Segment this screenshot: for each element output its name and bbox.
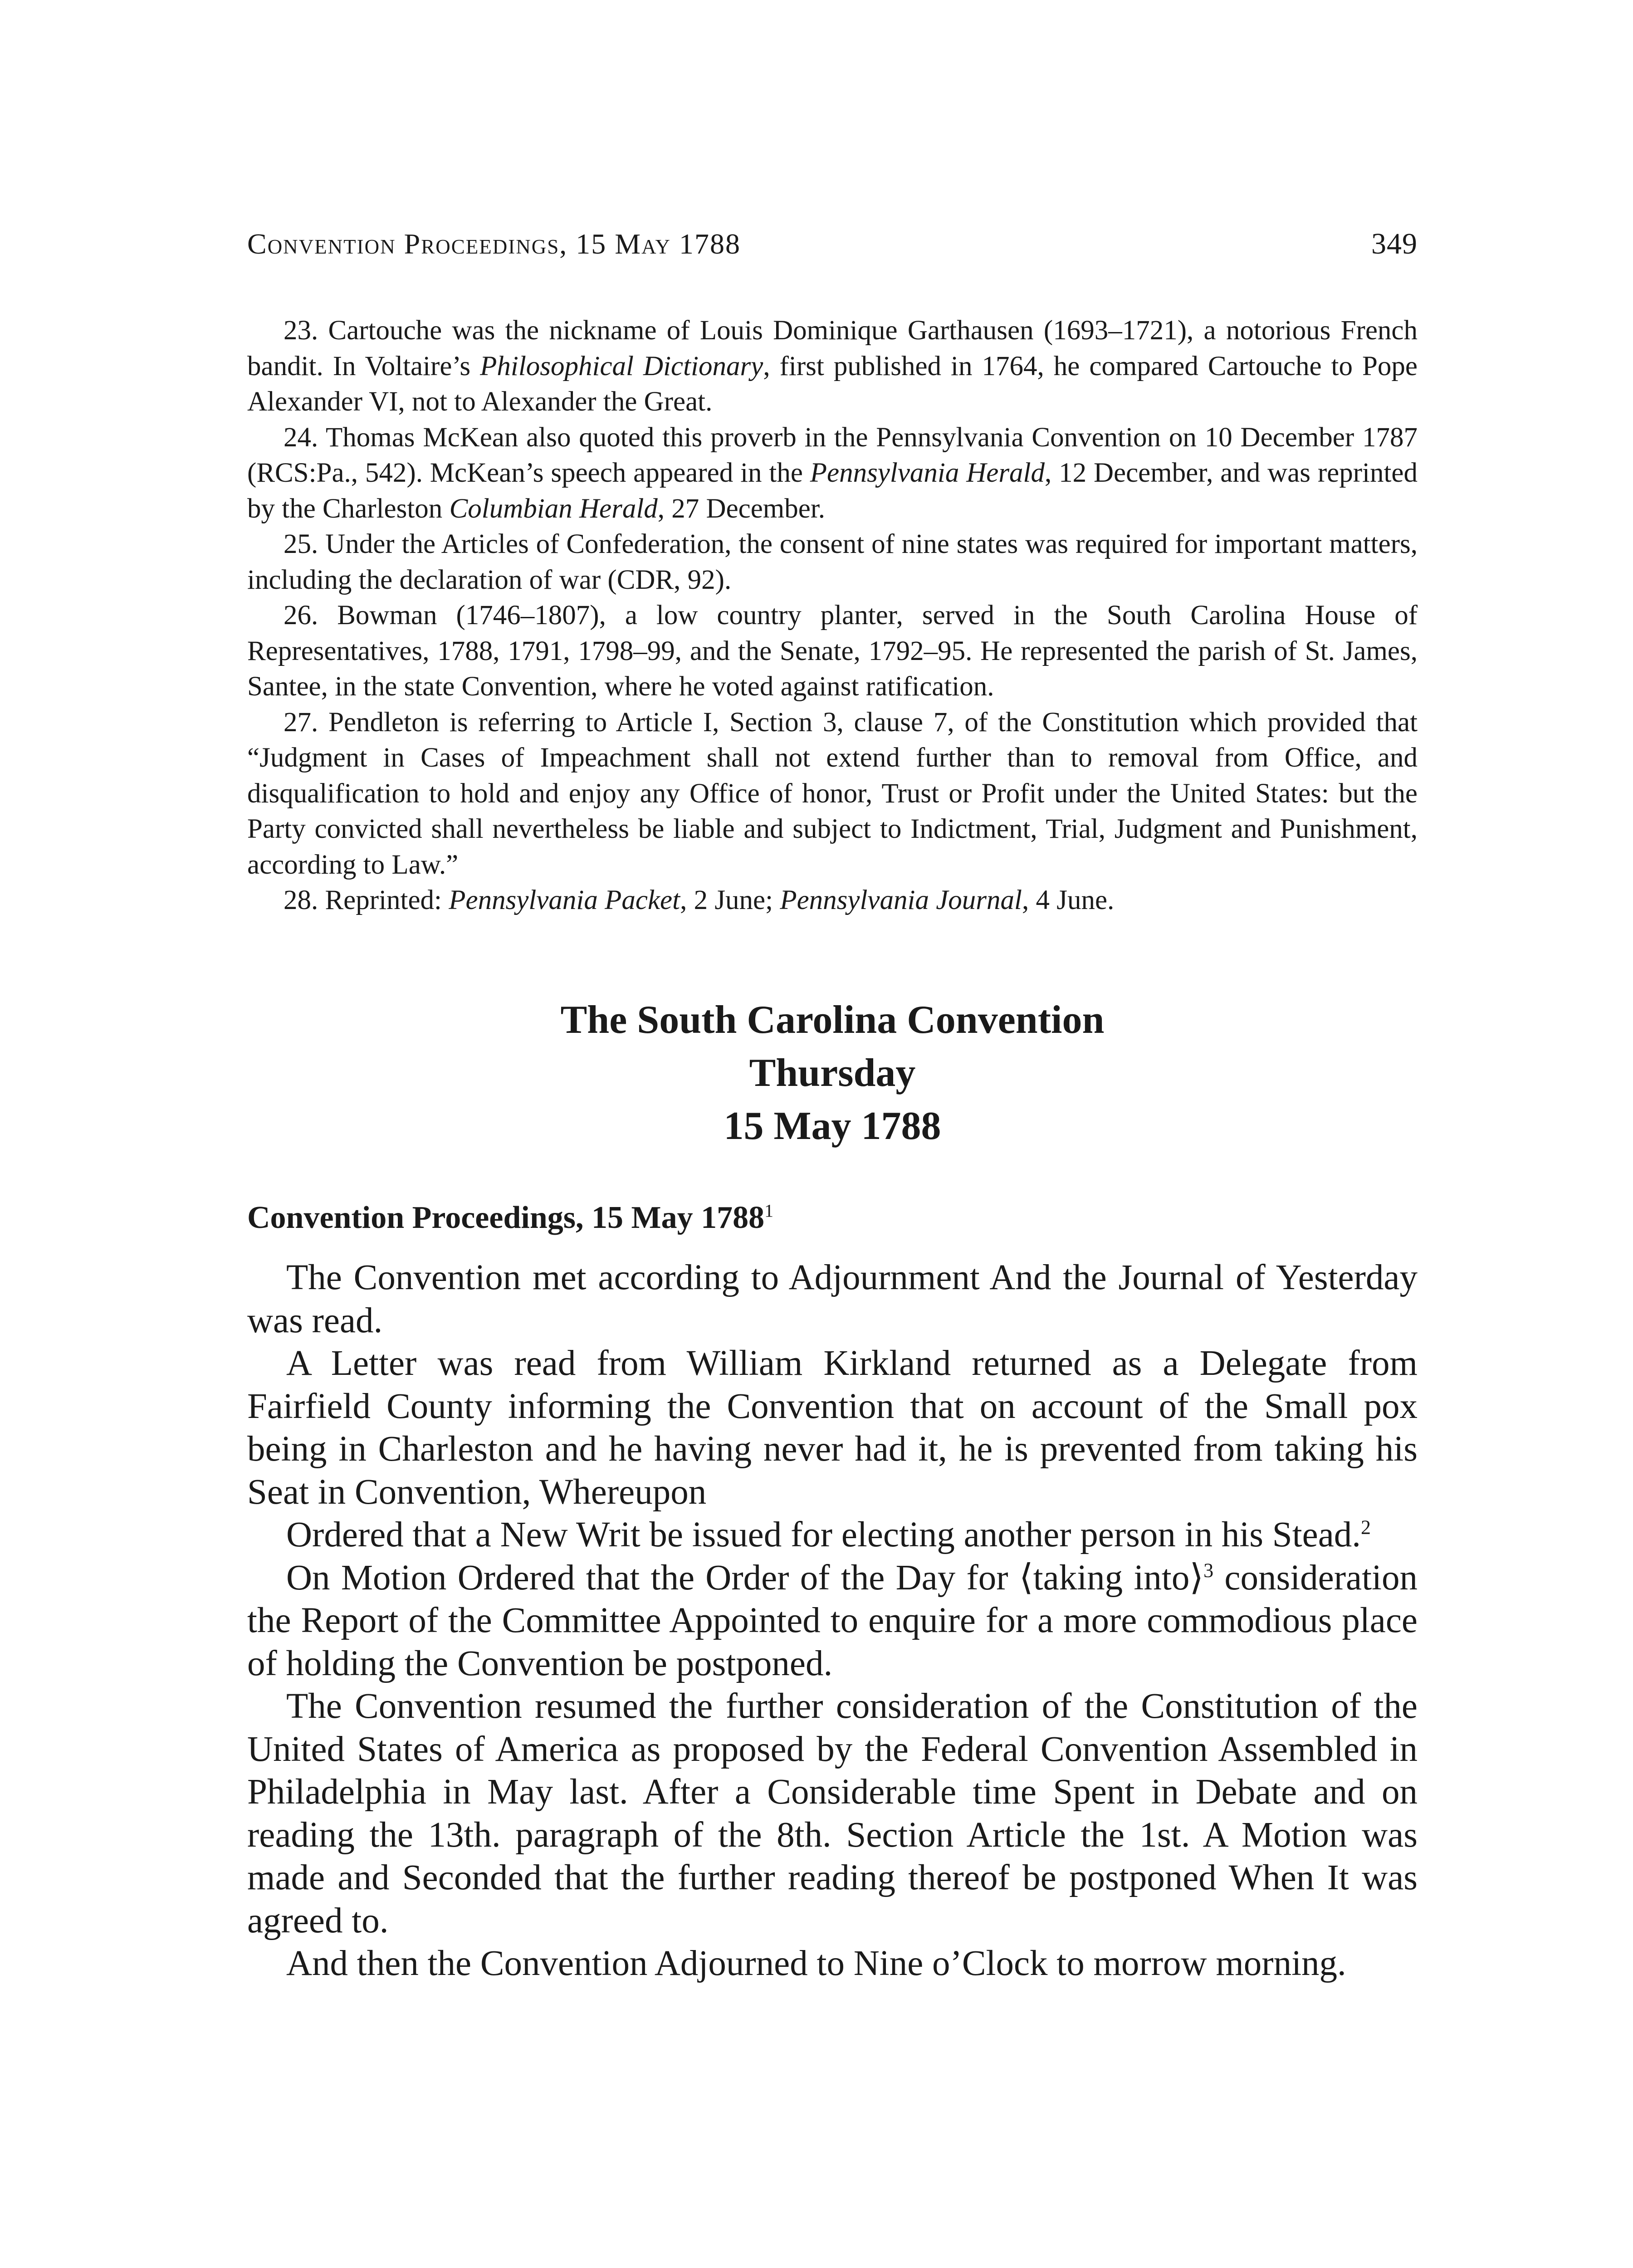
paragraph-text: consideration the Report of the Committee Appointed to enquire for a more commodious place of holding the Convention be postponed. [247,1558,1418,1683]
endnote-number: 26. [284,600,318,631]
page-number: 349 [1371,227,1418,260]
endnote-28 [247,883,1418,919]
paragraph-6: And then the Convention Adjourned to Nine o’Clock to morrow morning. [286,1944,1346,1983]
section-heading [247,993,1418,1153]
subheading [247,1198,1418,1238]
endnote-text: , first published in 1764, he compared Cartouche to Pope Alexander VI, not to Alexander the Great. [247,351,1418,417]
section-heading-line-1: The South Carolina Convention [560,998,1105,1042]
endnote-italic-title: Pennsylvania Herald [810,458,1045,488]
endnote-number: 25. [284,529,318,559]
endnote-26 [247,598,1418,705]
paragraph-4 [247,1557,1418,1686]
paragraph-3 [247,1514,1418,1557]
endnote-text: Reprinted: [325,885,449,915]
section-heading-line-2: Thursday [749,1051,916,1095]
running-head [247,227,1418,277]
endnote-24 [247,420,1418,527]
endnote-italic-title: Columbian Herald [449,493,658,524]
endnote-number: 27. [284,707,318,738]
subheading-text: Convention Proceedings, 15 May 1788 [247,1200,765,1235]
endnote-text: Under the Articles of Confederation, the consent of nine states was required for important matters, including the declaration of war (CDR, 92). [247,529,1418,595]
endnote-25 [247,527,1418,598]
endnote-text: , 12 December, and was reprinted by the Charleston [247,458,1418,524]
endnote-27 [247,705,1418,883]
endnote-23 [247,313,1418,420]
endnote-italic-title: Philosophical Dictionary [480,351,763,381]
footnote-ref: 2 [1361,1516,1371,1539]
section-heading-line-3: 15 May 1788 [724,1104,941,1148]
endnote-text: Pendleton is referring to Article I, Section 3, clause 7, of the Constitution which provided that “Judgment in Cases of Impeachment shall not extend further than to removal from Office, and disqualification to hold and enjoy any Office of honor, Trust or Profit under the United States: but the Party convicted shall nevertheless be liable and subject to Indictment, Trial, Judgment and Punishment, according to Law.” [247,707,1418,880]
body-text [247,1256,1418,1985]
endnote-italic-title: Pennsylvania Journal [780,885,1022,915]
endnote-number: 24. [284,422,318,453]
paragraph-text: On Motion Ordered that the Order of the Day for ⟨taking into⟩ [286,1558,1204,1598]
running-head-title: Convention Proceedings, 15 May 1788 [247,228,741,260]
endnote-text: , 27 December. [657,493,826,524]
endnote-number: 23. [284,315,318,346]
footnote-ref: 3 [1203,1559,1214,1582]
endnote-text: , 4 June. [1022,885,1115,915]
footnote-ref: 1 [764,1200,774,1221]
paragraph-2: A Letter was read from William Kirkland returned as a Delegate from Fairfield County informing the Convention that on account of the Small pox being in Charleston and he having never had it, he is prevented from taking his Seat in Convention, Whereupon [247,1344,1418,1512]
paragraph-5: The Convention resumed the further consideration of the Constitution of the United States of America as proposed by the Federal Convention Assembled in Philadelphia in May last. After a Considerable time Spent in Debate and on reading the 13th. paragraph of the 8th. Section Article the 1st. A Motion was made and Seconded that the further reading thereof be postponed When It was agreed to. [247,1686,1418,1941]
endnote-text: , 2 June; [680,885,780,915]
endnote-italic-title: Pennsylvania Packet [449,885,680,915]
endnote-text: Bowman (1746–1807), a low country planter, served in the South Carolina House of Representatives, 1788, 1791, 1798–99, and the Senate, 1792–95. He represented the parish of St. James, Santee, in the state Convention, where he voted against ratification. [247,600,1418,702]
paragraph-text: Ordered that a New Writ be issued for electing another person in his Stead. [286,1515,1361,1554]
paragraph-1: The Convention met according to Adjournment And the Journal of Yesterday was read. [247,1258,1418,1340]
endnote-text: Cartouche was the nickname of Louis Dominique Garthausen (1693–1721), a notorious French bandit. In Voltaire’s [247,315,1418,381]
endnote-number: 28. [284,885,318,915]
endnote-text: Thomas McKean also quoted this proverb in the Pennsylvania Convention on 10 December 1787 (RCS:Pa., 542). McKean’s speech appeared in the [247,422,1418,488]
endnotes [247,313,1418,919]
